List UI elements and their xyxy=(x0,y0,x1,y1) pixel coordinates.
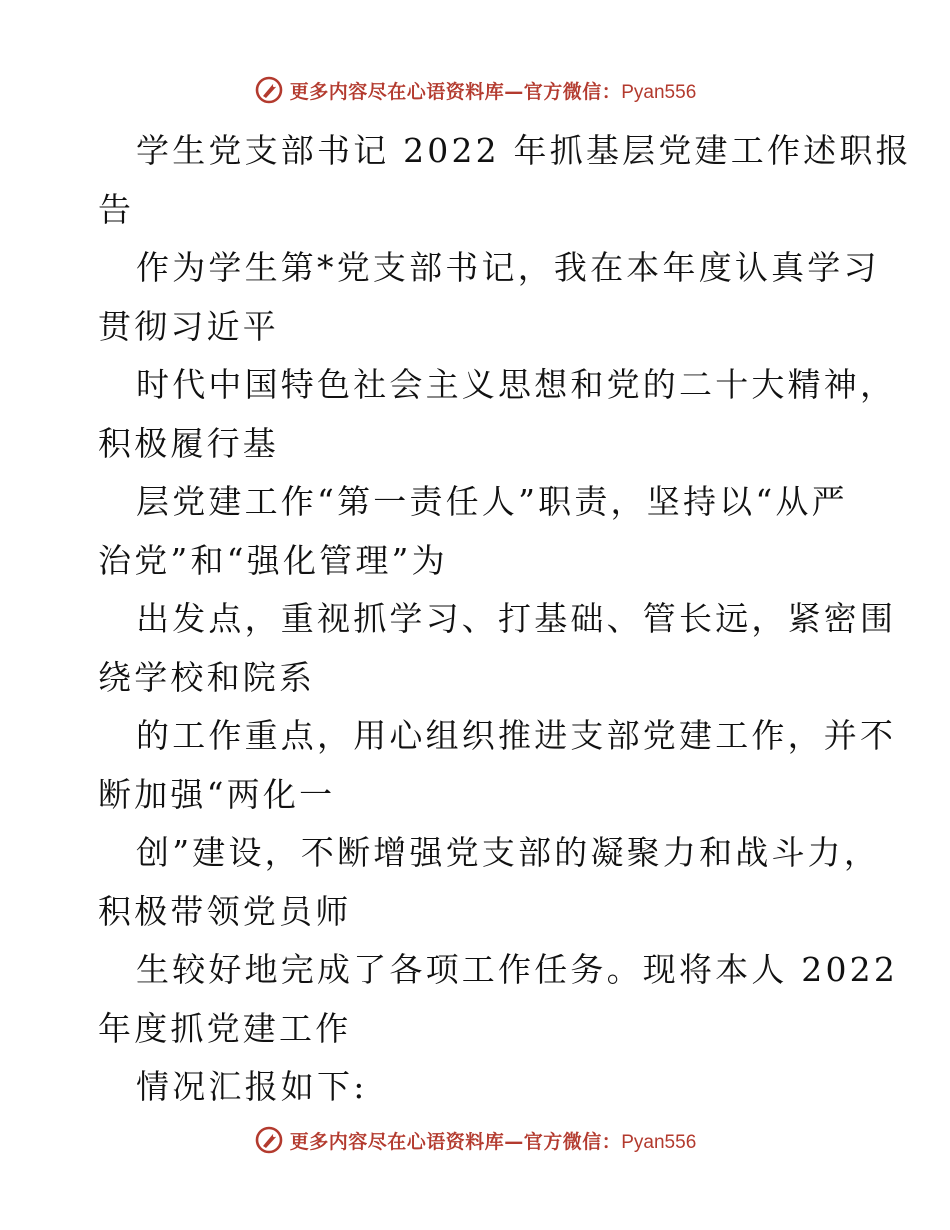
text-line: 作为学生第*党支部书记，我在本年度认真学习 xyxy=(136,248,880,287)
watermark-text-cn: 更多内容尽在心语资料库—官方微信： xyxy=(289,1130,622,1153)
paragraph xyxy=(98,356,897,473)
text-line: 积极带领党员师 xyxy=(98,891,352,931)
watermark-wechat-id: Pyan556 xyxy=(621,81,697,103)
header-watermark xyxy=(0,70,950,110)
document-body xyxy=(98,122,912,1117)
watermark-wechat-id: Pyan556 xyxy=(621,1131,697,1153)
paragraph xyxy=(98,590,897,707)
paragraph xyxy=(98,473,858,590)
text-line: 告 xyxy=(98,189,135,229)
text-line: 年度抓党建工作 xyxy=(98,1008,352,1048)
paragraph xyxy=(98,941,899,1058)
text-line: 断加强“两化一 xyxy=(98,774,336,814)
text-line: 学生党支部书记 2022 年抓基层党建工作述职报 xyxy=(136,131,912,170)
paragraph xyxy=(98,1058,858,1117)
paragraph xyxy=(98,239,880,356)
text-line: 贯彻习近平 xyxy=(98,306,279,346)
text-line: 层党建工作“第一责任人”职责，坚持以“从严 xyxy=(136,482,848,521)
text-line: 时代中国特色社会主义思想和党的二十大精神， xyxy=(136,365,897,404)
watermark-text xyxy=(290,77,697,104)
text-line: 积极履行基 xyxy=(98,423,279,463)
paragraph xyxy=(98,707,897,824)
text-line: 生较好地完成了各项工作任务。现将本人 2022 xyxy=(136,950,899,989)
pen-nib-circle-icon xyxy=(254,1125,284,1155)
text-line: 创”建设，不断增强党支部的凝聚力和战斗力， xyxy=(136,833,881,872)
footer-watermark xyxy=(0,1120,950,1160)
text-line: 的工作重点，用心组织推进支部党建工作，并不 xyxy=(136,716,897,755)
document-title xyxy=(98,122,912,239)
watermark-text xyxy=(290,1127,697,1154)
text-line: 情况汇报如下: xyxy=(136,1067,368,1106)
text-line: 治党”和“强化管理”为 xyxy=(98,540,448,580)
paragraph xyxy=(98,824,881,941)
text-line: 绕学校和院系 xyxy=(98,657,316,697)
pen-nib-circle-icon xyxy=(254,75,284,105)
watermark-text-cn: 更多内容尽在心语资料库—官方微信： xyxy=(289,80,622,103)
text-line: 出发点，重视抓学习、打基础、管长远，紧密围 xyxy=(136,599,897,638)
